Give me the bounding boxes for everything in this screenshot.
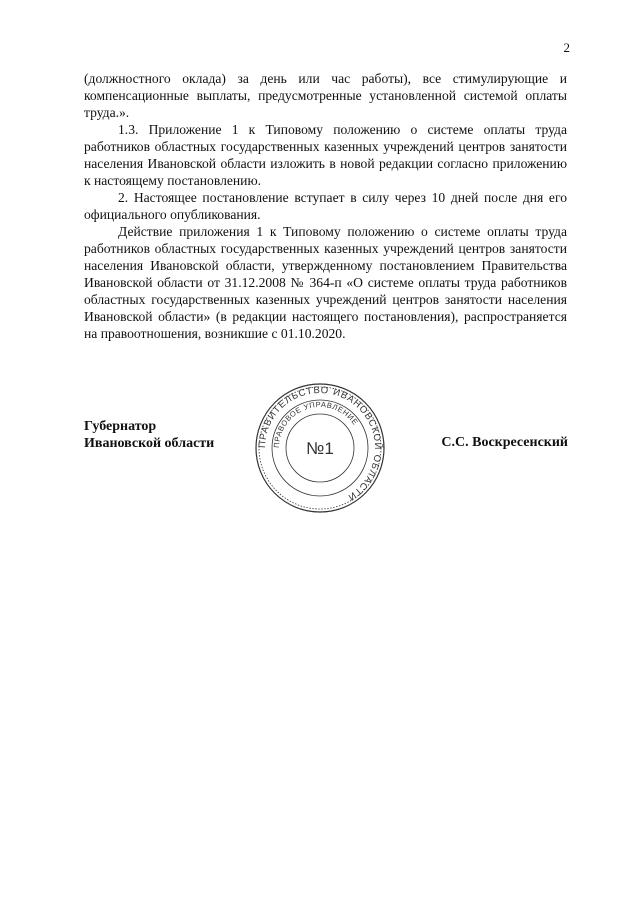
signatory-title-line: Ивановской области	[84, 436, 215, 451]
paragraph: 2. Настоящее постановление вступает в силу через 10 дней после дня его официального опубликования.	[84, 190, 567, 222]
page-number: 2	[563, 40, 570, 55]
seal-inner-text: ПРАВОВОЕ УПРАВЛЕНИЕ	[271, 399, 361, 449]
signatory-title	[84, 418, 214, 452]
signatory-name: С.С. Воскресенский	[441, 435, 568, 450]
official-seal-stamp	[254, 382, 386, 514]
seal-outer-text: ПРАВИТЕЛЬСТВО ИВАНОВСКОЙ ОБЛАСТИ	[256, 384, 384, 503]
paragraph: 1.3. Приложение 1 к Типовому положению о системе оплаты труда работников областных государственных казенных учреждений центров занятости населения Ивановской области изложить в новой редакции согласно приложению к настоящему постановлению.	[84, 122, 567, 188]
signatory-title-line: Губернатор	[84, 419, 157, 434]
seal-center-text: №1	[306, 439, 334, 458]
paragraph: (должностного оклада) за день или час работы), все стимулирующие и компенсационные выплаты, предусмотренные установленной системой оплаты труда.».	[84, 71, 567, 120]
document-body	[84, 70, 567, 342]
paragraph: Действие приложения 1 к Типовому положению о системе оплаты труда работников областных государственных казенных учреждений центров занятости населения Ивановской области, утвержденному постановлением Правительства Ивановской области от 31.12.2008 № 364-п «О системе оплаты труда работников областных государственных казенных учреждений центров занятости населения Ивановской области» (в редакции настоящего постановления), распространяется на правоотношения, возникшие с 01.10.2020.	[84, 224, 567, 341]
